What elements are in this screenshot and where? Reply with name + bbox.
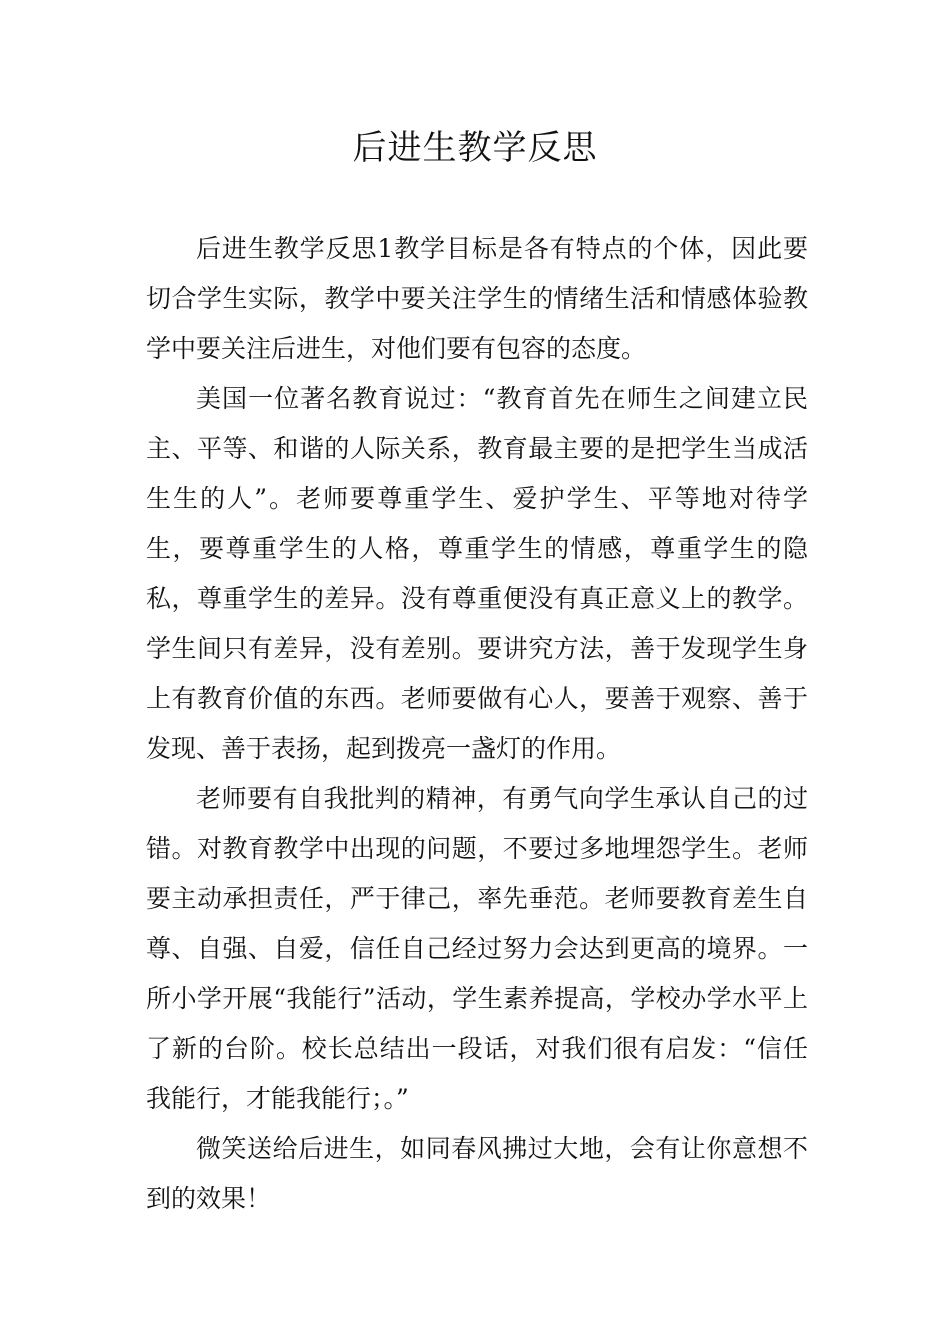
paragraph-1: 后进生教学反思1教学目标是各有特点的个体，因此要切合学生实际，教学中要关注学生的情绪生活和情感体验教学中要关注后进生，对他们要有包容的态度。 bbox=[146, 234, 808, 363]
document-title: 后进生教学反思 bbox=[352, 128, 598, 168]
paragraph-2: 美国一位著名教育说过：“教育首先在师生之间建立民主、平等、和谐的人际关系，教育最主要的是把学生当成活生生的人”。老师要尊重学生、爱护学生、平等地对待学生，要尊重学生的人格，尊重学生的情感，尊重学生的隐私，尊重学生的差异。没有尊重便没有真正意义上的教学。学生间只有差异，没有差别。要讲究方法，善于发现学生身上有教育价值的东西。老师要做有心人，要善于观察、善于发现、善于表扬，起到拨亮一盏灯的作用。 bbox=[146, 384, 808, 763]
document-body bbox=[146, 224, 808, 1224]
paragraph-3: 老师要有自我批判的精神，有勇气向学生承认自己的过错。对教育教学中出现的问题，不要过多地埋怨学生。老师要主动承担责任，严于律己，率先垂范。老师要教育差生自尊、自强、自爱，信任自己经过努力会达到更高的境界。一所小学开展“我能行”活动，学生素养提高，学校办学水平上了新的台阶。校长总结出一段话，对我们很有启发：“信任我能行，才能我能行；。” bbox=[146, 784, 808, 1113]
paragraph-4: 微笑送给后进生，如同春风拂过大地，会有让你意想不到的效果！ bbox=[146, 1134, 808, 1213]
